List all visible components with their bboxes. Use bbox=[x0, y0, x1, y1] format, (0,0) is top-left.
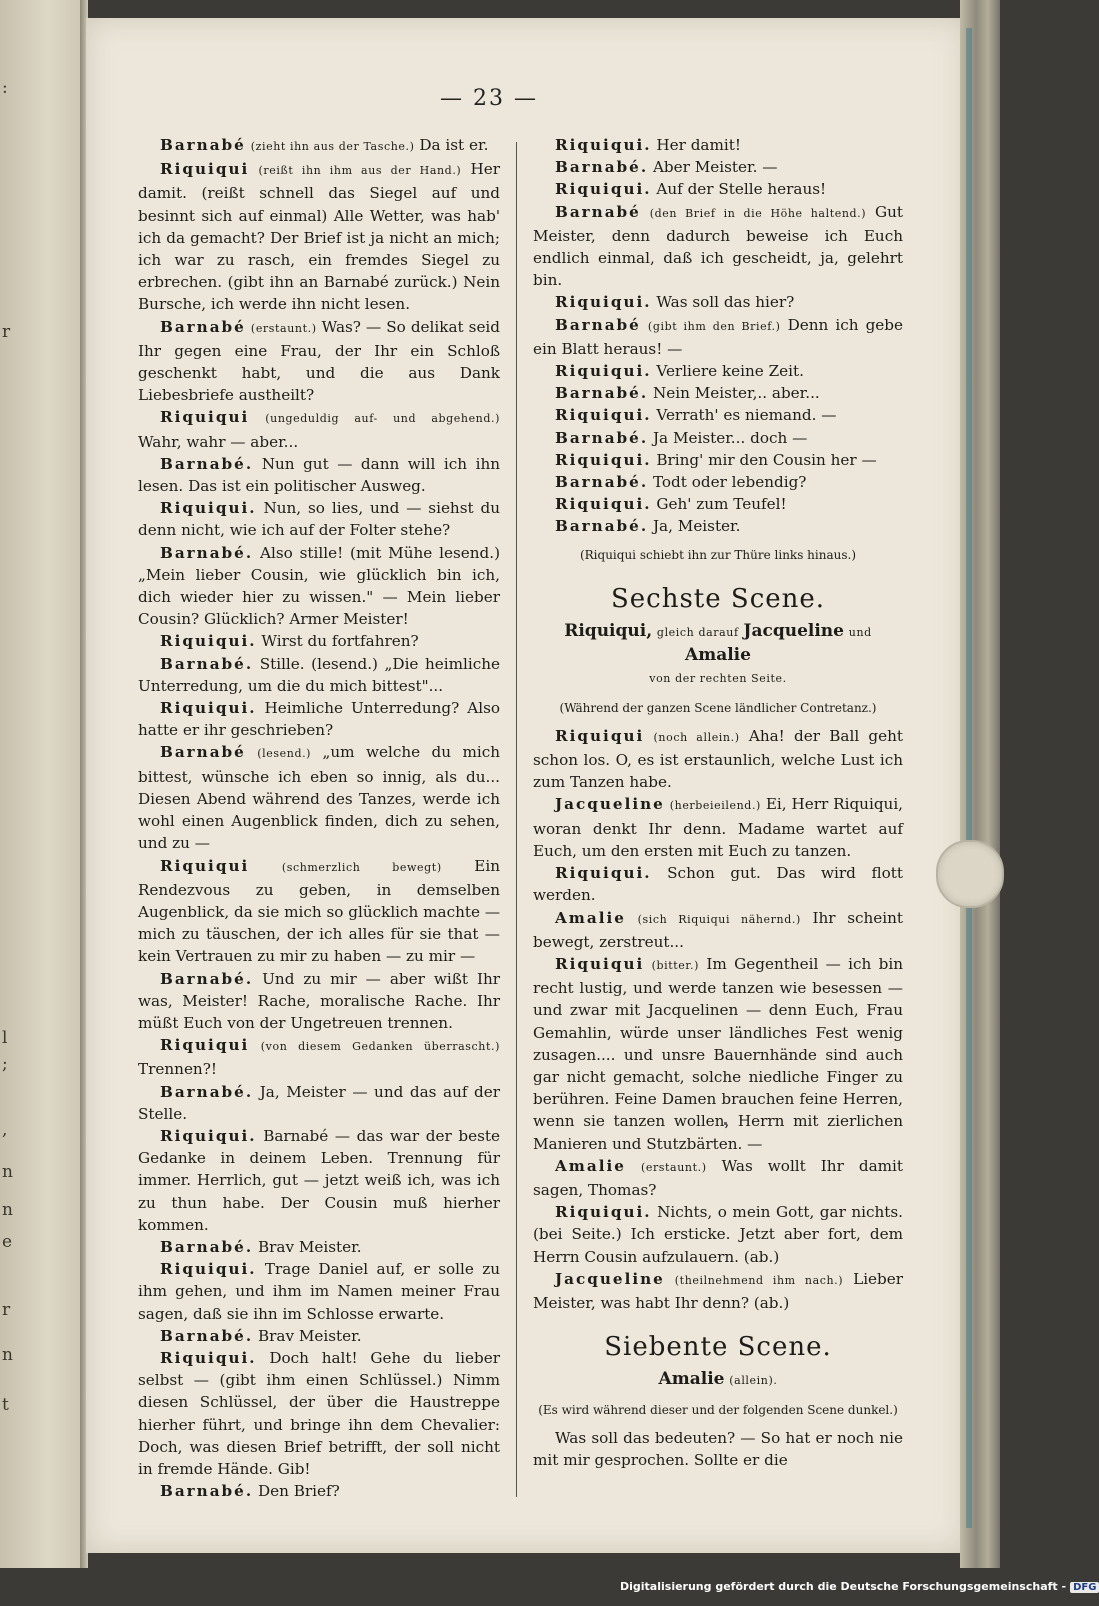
dialog-text: Schon gut. Das wird flott werden. bbox=[533, 864, 903, 905]
stage-direction: (bitter.) bbox=[651, 958, 700, 972]
speaker-name: Riquiqui. bbox=[160, 1260, 257, 1279]
char-amalie-alone: Amalie bbox=[658, 1369, 725, 1390]
speaker-name: Barnabé bbox=[555, 202, 641, 221]
dialog-text: Den Brief? bbox=[257, 1482, 340, 1501]
dialog-text: Stille. (lesend.) „Die heimliche Unterredung, um die du mich bittest"... bbox=[138, 654, 500, 695]
stage-direction: (reißt ihn ihm aus der Hand.) bbox=[258, 164, 462, 178]
dialog-line bbox=[138, 542, 500, 631]
left-page-fragment: r bbox=[2, 1300, 11, 1320]
dialog-line bbox=[533, 1201, 903, 1268]
right-text-column bbox=[533, 134, 903, 1471]
dialog-line bbox=[533, 314, 903, 360]
char-jacqueline: Jacqueline bbox=[743, 621, 844, 642]
left-page-fragment: t bbox=[2, 1395, 9, 1415]
speaker-name: Riquiqui bbox=[160, 160, 250, 179]
speaker-name: Jacqueline bbox=[555, 1269, 665, 1288]
speaker-name: Riquiqui bbox=[555, 954, 645, 973]
dialog-text: Ein Rendezvous zu geben, in demselben Augenblick, da sie mich so glücklich machte — mich zu täuschen, der ich alles für sie that — kein Vertrauen zu mir zu haben — zu mir — bbox=[138, 856, 501, 966]
dialog-text: Wahr, wahr — aber... bbox=[138, 432, 299, 451]
speaker-name: Barnabé bbox=[160, 317, 246, 336]
dialog-line bbox=[138, 1347, 500, 1480]
chars-mid: gleich darauf bbox=[656, 626, 739, 640]
chars-and: und bbox=[848, 626, 872, 640]
left-page-fragment: , bbox=[2, 1120, 8, 1140]
speaker-name: Jacqueline bbox=[555, 795, 665, 814]
dialog-line bbox=[138, 855, 500, 968]
dialog-text: Nein Meister,.. aber... bbox=[652, 384, 820, 403]
dialog-text: Denn ich gebe ein Blatt heraus! — bbox=[533, 315, 904, 358]
dialog-text: Ja, Meister. bbox=[652, 517, 741, 536]
dialog-text: Also stille! (mit Mühe lesend.) „Mein lieber Cousin, wie glücklich bin ich, dich wieder hier zu wissen." — Mein lieber Cousin? Glücklich? Armer Meister! bbox=[138, 543, 501, 629]
scene-7-title: Siebente Scene. bbox=[604, 1332, 832, 1363]
speaker-name: Barnabé. bbox=[555, 158, 649, 177]
dialog-text: Ihr scheint bewegt, zerstreut... bbox=[533, 908, 904, 951]
dialog-line bbox=[138, 406, 500, 452]
dialog-text: Lieber Meister, was habt Ihr denn? (ab.) bbox=[533, 1269, 904, 1312]
scene-7-character bbox=[533, 1368, 903, 1392]
speaker-name: Barnabé. bbox=[555, 428, 649, 447]
left-page-fragment: l bbox=[2, 1028, 8, 1048]
dialog-text: Ei, Herr Riquiqui, woran denkt Ihr denn. Madame wartet auf Euch, um den ersten mit Euch zu tanzen. bbox=[533, 795, 904, 860]
dialog-line bbox=[138, 1081, 500, 1125]
speaker-name: Riquiqui. bbox=[555, 864, 652, 883]
dialog-text: Her damit. (reißt schnell das Siegel auf und besinnt sich auf einmal) Alle Wetter, was hab' ich da gemacht? Der Brief ist ja nicht an mich; ich war zu rasch, ein fremdes Siegel zu erbrechen. (gibt ihn an Barnabé zurück.) Nein Bursche, ich werde ihn nicht lesen. bbox=[138, 160, 501, 314]
speaker-name: Riquiqui. bbox=[555, 495, 652, 514]
speaker-name: Riquiqui. bbox=[555, 180, 652, 199]
dialog-line bbox=[533, 404, 903, 426]
dialog-line bbox=[138, 697, 500, 741]
column-divider bbox=[516, 142, 517, 1497]
left-page-fragment: r bbox=[2, 322, 11, 342]
speaker-name: Amalie bbox=[555, 1156, 626, 1175]
dialog-text: Verliere keine Zeit. bbox=[656, 362, 804, 381]
speaker-name: Barnabé. bbox=[160, 1082, 254, 1101]
dialog-line bbox=[533, 953, 903, 1155]
page-number: — 23 — bbox=[440, 86, 538, 111]
char-riquiqui: Riquiqui, bbox=[564, 621, 653, 642]
dialog-text: Brav Meister. bbox=[257, 1326, 362, 1345]
stage-direction: (theilnehmend ihm nach.) bbox=[674, 1273, 844, 1287]
dfg-logo: DFG bbox=[1070, 1582, 1099, 1593]
dialog-line bbox=[138, 741, 500, 854]
dialog-text: „um welche du mich bittest, wünsche ich eben so innig, als du... Diesen Abend während des Tanzes, werde ich wohl einen Augenblick finden, dich zu sehen, und zu — bbox=[138, 743, 500, 853]
speaker-name: Barnabé. bbox=[160, 543, 254, 562]
dialog-line bbox=[533, 907, 903, 953]
dialog-line bbox=[138, 1236, 500, 1258]
speaker-name: Barnabé. bbox=[160, 1482, 254, 1501]
dialog-text: Aber Meister. — bbox=[652, 158, 778, 177]
dialog-line bbox=[533, 134, 903, 156]
dialog-line bbox=[533, 1268, 903, 1314]
dialog-line bbox=[533, 427, 903, 449]
stage-direction: (erstaunt.) bbox=[640, 1160, 707, 1174]
speaker-name: Riquiqui. bbox=[555, 1203, 652, 1222]
left-page-fragment: n bbox=[2, 1200, 13, 1220]
dialog-text: Doch halt! Gehe du lieber selbst — (gibt ihm einen Schlüssel.) Nimm diesen Schlüssel, der über die Haustreppe hierher führt, und bringe ihn dem Chevalier: Doch, was diesen Brief betrifft, der soll nicht in fremde Hände. Gib! bbox=[138, 1348, 500, 1478]
speaker-name: Barnabé bbox=[555, 315, 641, 334]
dialog-text: Was soll das hier? bbox=[656, 293, 795, 312]
dialog-text: Was? — So delikat seid Ihr gegen eine Frau, der Ihr ein Schloß geschenkt habt, und die aus Dank Liebesbriefe austheilt? bbox=[138, 317, 501, 405]
stage-direction: (erstaunt.) bbox=[250, 321, 317, 335]
dialog-text: Nun gut — dann will ich ihn lesen. Das ist ein politischer Ausweg. bbox=[138, 454, 501, 496]
speaker-name: Riquiqui bbox=[160, 856, 250, 875]
dialog-text: Nun, so lies, und — siehst du denn nicht, wie ich auf der Folter stehe? bbox=[138, 499, 501, 540]
dialog-text: Ja Meister... doch — bbox=[652, 428, 808, 447]
stage-direction: (den Brief in die Höhe haltend.) bbox=[649, 206, 867, 220]
speaker-name: Riquiqui. bbox=[555, 406, 652, 425]
scene-6-note: (Während der ganzen Scene ländlicher Contretanz.) bbox=[559, 700, 877, 715]
dialog-text: Trage Daniel auf, er solle zu ihm gehen, und ihm im Namen meiner Frau sagen, daß sie ihn im Schlosse erwarte. bbox=[138, 1260, 500, 1323]
speaker-name: Barnabé. bbox=[160, 454, 254, 473]
dialog-line bbox=[138, 453, 500, 497]
speaker-name: Barnabé. bbox=[160, 969, 254, 988]
left-page-fragment: n bbox=[2, 1162, 13, 1182]
dialog-text: Brav Meister. bbox=[257, 1237, 362, 1256]
stage-direction: (sich Riquiqui nähernd.) bbox=[637, 912, 801, 926]
char-amalie: Amalie bbox=[685, 645, 751, 666]
footer-text: Digitalisierung gefördert durch die Deutsche Forschungsgemeinschaft - bbox=[620, 1580, 1067, 1593]
speaker-name: Riquiqui. bbox=[555, 450, 652, 469]
footer-credit bbox=[620, 1580, 1099, 1593]
dialog-line bbox=[533, 862, 903, 906]
dialog-text: Und zu mir — aber wißt Ihr was, Meister! Rache, moralische Rache. Ihr müßt Euch von der Ungetreuen trennen. bbox=[138, 969, 500, 1032]
dialog-line bbox=[138, 1125, 500, 1236]
dialog-line bbox=[533, 1155, 903, 1201]
stage-direction: (lesend.) bbox=[257, 747, 312, 761]
dialog-text: Da ist er. bbox=[419, 136, 489, 154]
dialog-line bbox=[138, 134, 500, 158]
left-page-fragment: e bbox=[2, 1232, 13, 1252]
speaker-name: Riquiqui. bbox=[160, 1348, 257, 1367]
dialog-line bbox=[138, 316, 500, 407]
speaker-name: Riquiqui. bbox=[160, 1126, 257, 1145]
stage-direction: (herbeieilend.) bbox=[669, 799, 761, 813]
dialog-text: Ja, Meister — und das auf der Stelle. bbox=[138, 1082, 501, 1123]
stage-direction: (von diesem Gedanken überrascht.) bbox=[260, 1040, 500, 1054]
scene-6-title: Sechste Scene. bbox=[610, 583, 826, 614]
left-text-column bbox=[138, 134, 500, 1502]
dialog-line bbox=[533, 360, 903, 382]
stage-direction: (ungeduldig auf- und abgehend.) bbox=[265, 412, 501, 426]
dialog-line bbox=[533, 793, 903, 862]
dialog-block-2 bbox=[533, 725, 903, 1314]
stage-direction-exit: (Riquiqui schiebt ihn zur Thüre links hinaus.) bbox=[579, 547, 857, 562]
dialog-text: Barnabé — das war der beste Gedanke in deinem Leben. Trennung für immer. Herrlich, gut — jetzt weiß ich, was ich zu thun habe. Der Cousin muß hierher kommen. bbox=[138, 1126, 500, 1234]
dialog-line bbox=[533, 471, 903, 493]
speaker-name: Barnabé. bbox=[555, 473, 649, 492]
scene-6-characters bbox=[533, 620, 903, 691]
dialog-line bbox=[138, 1325, 500, 1347]
dialog-text: Her damit! bbox=[656, 136, 741, 154]
dialog-text: Aha! der Ball geht schon los. O, es ist erstaunlich, welche Lust ich zum Tanzen habe. bbox=[533, 726, 904, 792]
dialog-text: Bring' mir den Cousin her — bbox=[656, 450, 877, 469]
scene-7-text: Was soll das bedeuten? — So hat er noch nie mit mir gesprochen. Sollte er die bbox=[533, 1428, 903, 1469]
speaker-name: Riquiqui bbox=[160, 408, 250, 427]
dialog-text: Verrath' es niemand. — bbox=[656, 406, 837, 425]
dialog-text: Trennen?! bbox=[138, 1060, 217, 1079]
page-tab-marker bbox=[936, 840, 1004, 908]
dialog-line bbox=[138, 653, 500, 697]
dialog-line bbox=[533, 382, 903, 404]
speaker-name: Riquiqui. bbox=[555, 136, 652, 154]
speaker-name: Riquiqui. bbox=[555, 362, 652, 381]
dialog-line bbox=[138, 1480, 500, 1502]
dialog-text: Heimliche Unterredung? Also hatte er ihr geschrieben? bbox=[138, 699, 501, 740]
speaker-name: Barnabé. bbox=[555, 384, 649, 403]
stage-direction: (noch allein.) bbox=[653, 730, 740, 744]
left-page-edge bbox=[0, 0, 80, 1568]
speaker-name: Barnabé. bbox=[160, 1326, 254, 1345]
dialog-line bbox=[533, 515, 903, 537]
chars-side: von der rechten Seite. bbox=[649, 672, 787, 686]
speaker-name: Riquiqui. bbox=[160, 699, 257, 718]
speaker-name: Riquiqui. bbox=[160, 499, 257, 518]
dialog-line bbox=[533, 291, 903, 313]
dialog-text: Gut Meister, denn dadurch beweise ich Euch endlich einmal, daß ich gescheidt, ja, gelehrt bin. bbox=[533, 202, 904, 290]
dialog-text: Todt oder lebendig? bbox=[652, 473, 807, 492]
dialog-line bbox=[138, 158, 500, 315]
dialog-line bbox=[533, 493, 903, 515]
dialog-line bbox=[138, 497, 500, 541]
dialog-text: Auf der Stelle heraus! bbox=[656, 180, 827, 199]
dialog-block-1 bbox=[533, 134, 903, 538]
left-page-fragment: : bbox=[2, 78, 8, 98]
speaker-name: Riquiqui bbox=[160, 1036, 250, 1055]
left-page-fragment: n bbox=[2, 1345, 13, 1365]
speaker-name: Barnabé. bbox=[160, 1237, 254, 1256]
dialog-line bbox=[533, 156, 903, 178]
speaker-name: Riquiqui bbox=[555, 726, 645, 745]
speaker-name: Barnabé. bbox=[555, 517, 649, 536]
dialog-line bbox=[138, 1034, 500, 1080]
speaker-name: Barnabé bbox=[160, 136, 246, 154]
speaker-name: Amalie bbox=[555, 908, 626, 927]
left-page-fragment: ; bbox=[2, 1054, 8, 1074]
dialog-text: Im Gegentheil — ich bin recht lustig, und werde tanzen wie besessen — und zwar mit Jacquelinen — denn Euch, Frau Gemahlin, würde unser ländliches Fest wenig zusagen.... und unsre Bauernhände sind auch gar nicht gemacht, solche niedliche Finger zu berühren. Feine Damen brauchen feine Herren, wenn sie tanzen wollen, Herrn mit zierlichen Manieren und Stutzbärten. — bbox=[533, 954, 904, 1153]
dialog-text: Wirst du fortfahren? bbox=[261, 632, 419, 651]
speaker-name: Barnabé bbox=[160, 743, 246, 762]
stage-direction: (zieht ihn aus der Tasche.) bbox=[250, 140, 415, 153]
dialog-text: Was wollt Ihr damit sagen, Thomas? bbox=[533, 1156, 904, 1199]
dialog-line bbox=[533, 178, 903, 200]
stage-direction: (gibt ihm den Brief.) bbox=[647, 319, 781, 333]
speaker-name: Barnabé. bbox=[160, 654, 254, 673]
speaker-name: Riquiqui. bbox=[555, 293, 652, 312]
dialog-text: Geh' zum Teufel! bbox=[656, 495, 787, 514]
scene-7-note: (Es wird während dieser und der folgenden Scene dunkel.) bbox=[538, 1402, 898, 1417]
dialog-line bbox=[533, 449, 903, 471]
speaker-name: Riquiqui. bbox=[160, 632, 257, 651]
stage-direction: (schmerzlich bewegt) bbox=[281, 860, 442, 874]
dialog-line bbox=[533, 201, 903, 292]
color-strip bbox=[966, 28, 972, 1528]
dialog-line bbox=[138, 1258, 500, 1325]
dialog-line bbox=[533, 725, 903, 794]
chars-alone: (allein). bbox=[729, 1374, 778, 1388]
dialog-line bbox=[138, 630, 500, 652]
dialog-text: Nichts, o mein Gott, gar nichts. (bei Seite.) Ich ersticke. Jetzt aber fort, dem Herrn Cousin aufzulauern. (ab.) bbox=[533, 1203, 904, 1266]
dialog-line bbox=[138, 968, 500, 1035]
